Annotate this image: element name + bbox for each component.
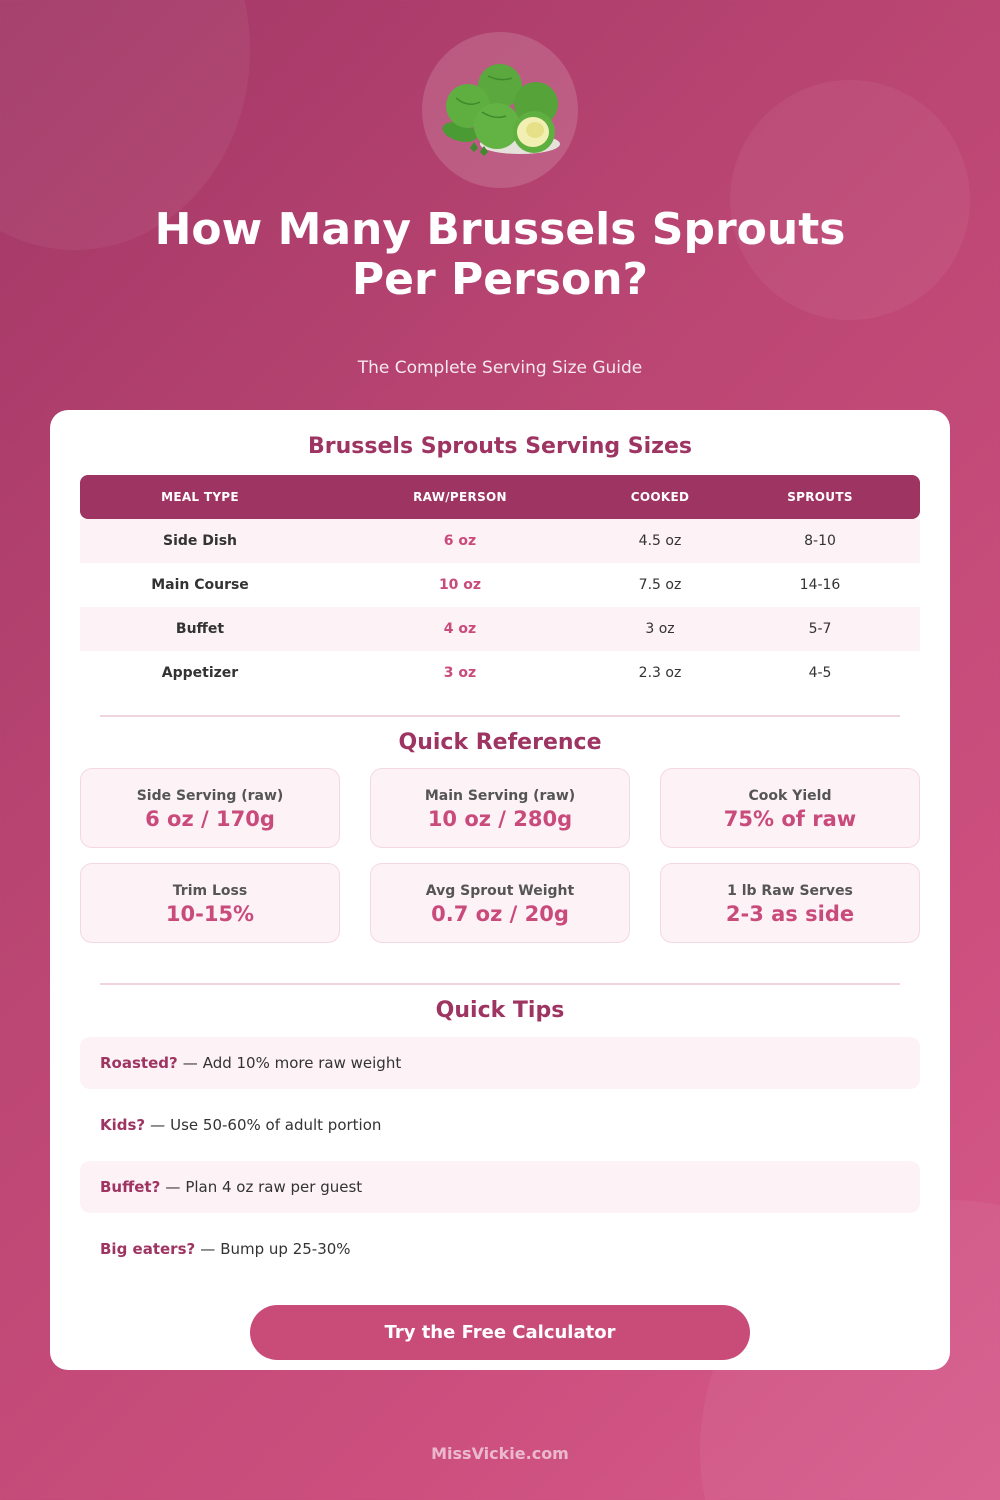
reference-label: Main Serving (raw) — [424, 788, 576, 804]
reference-value: 10 oz / 280g — [427, 807, 573, 831]
tip-separator: — — [200, 1240, 216, 1258]
table-row — [80, 607, 920, 651]
section-divider — [100, 983, 900, 985]
serving-sizes-table — [80, 475, 920, 695]
reference-card-avg-sprout-weight — [370, 863, 630, 943]
table-row — [80, 519, 920, 563]
reference-card-main-serving — [370, 768, 630, 848]
list-item — [80, 1223, 920, 1275]
cell-meal-type: Appetizer — [161, 665, 239, 681]
reference-label: Cook Yield — [748, 788, 832, 804]
cell-cooked: 3 oz — [645, 621, 675, 637]
cell-meal-type: Buffet — [175, 621, 225, 637]
cell-sprouts: 8-10 — [804, 533, 836, 549]
reference-label: Side Serving (raw) — [136, 788, 284, 804]
cell-cooked: 7.5 oz — [638, 577, 682, 593]
reference-value: 75% of raw — [723, 807, 857, 831]
section-divider — [100, 715, 900, 717]
tip-separator: — — [182, 1054, 198, 1072]
cell-sprouts: 4-5 — [808, 665, 832, 681]
reference-card-cook-yield — [660, 768, 920, 848]
column-header-meal-type: MEAL TYPE — [161, 490, 239, 504]
tip-text: Bump up 25-30% — [220, 1240, 351, 1258]
content-card — [50, 410, 950, 1370]
reference-label: Avg Sprout Weight — [425, 883, 575, 899]
tip-separator: — — [165, 1178, 181, 1196]
title-line-1: How Many Brussels Sprouts — [154, 204, 846, 255]
list-item — [80, 1161, 920, 1213]
page-subtitle: The Complete Serving Size Guide — [357, 358, 643, 378]
reference-label: Trim Loss — [172, 883, 248, 899]
column-header-sprouts: SPROUTS — [787, 490, 853, 504]
tip-key: Big eaters? — [100, 1240, 196, 1258]
cell-raw: 6 oz — [443, 533, 477, 549]
title-line-2: Per Person? — [351, 254, 649, 305]
tip-key: Buffet? — [100, 1178, 161, 1196]
cell-cooked: 4.5 oz — [638, 533, 682, 549]
reference-value: 10-15% — [165, 902, 255, 926]
reference-value: 6 oz / 170g — [145, 807, 275, 831]
footer-brand: MissVickie.com — [431, 1444, 569, 1463]
tip-text: Add 10% more raw weight — [202, 1054, 402, 1072]
column-header-cooked: COOKED — [630, 490, 690, 504]
page-title — [100, 205, 900, 305]
cell-raw: 10 oz — [438, 577, 482, 593]
table-header — [80, 475, 920, 519]
serving-table-title: Brussels Sprouts Serving Sizes — [308, 434, 692, 459]
reference-value: 0.7 oz / 20g — [431, 902, 569, 926]
try-calculator-button[interactable]: Try the Free Calculator — [250, 1305, 750, 1360]
cell-sprouts: 5-7 — [808, 621, 832, 637]
reference-value: 2-3 as side — [725, 902, 855, 926]
tip-key: Kids? — [100, 1116, 146, 1134]
table-row — [80, 563, 920, 607]
list-item — [80, 1099, 920, 1151]
cell-raw: 3 oz — [443, 665, 477, 681]
quick-tips-title: Quick Tips — [435, 998, 565, 1023]
cell-raw: 4 oz — [443, 621, 477, 637]
tip-separator: — — [150, 1116, 166, 1134]
cell-meal-type: Side Dish — [163, 533, 237, 549]
reference-card-side-serving — [80, 768, 340, 848]
column-header-raw-per-person: RAW/PERSON — [413, 490, 507, 504]
quick-reference-title: Quick Reference — [398, 730, 602, 755]
table-row — [80, 651, 920, 695]
list-item — [80, 1037, 920, 1089]
cell-meal-type: Main Course — [151, 577, 249, 593]
tip-key: Roasted? — [100, 1054, 178, 1072]
tip-text: Plan 4 oz raw per guest — [185, 1178, 363, 1196]
reference-card-1lb-serves — [660, 863, 920, 943]
tip-text: Use 50-60% of adult portion — [170, 1116, 382, 1134]
cell-sprouts: 14-16 — [799, 577, 841, 593]
brussels-sprouts-icon — [422, 32, 578, 188]
reference-label: 1 lb Raw Serves — [727, 883, 853, 899]
reference-card-trim-loss — [80, 863, 340, 943]
cell-cooked: 2.3 oz — [638, 665, 682, 681]
